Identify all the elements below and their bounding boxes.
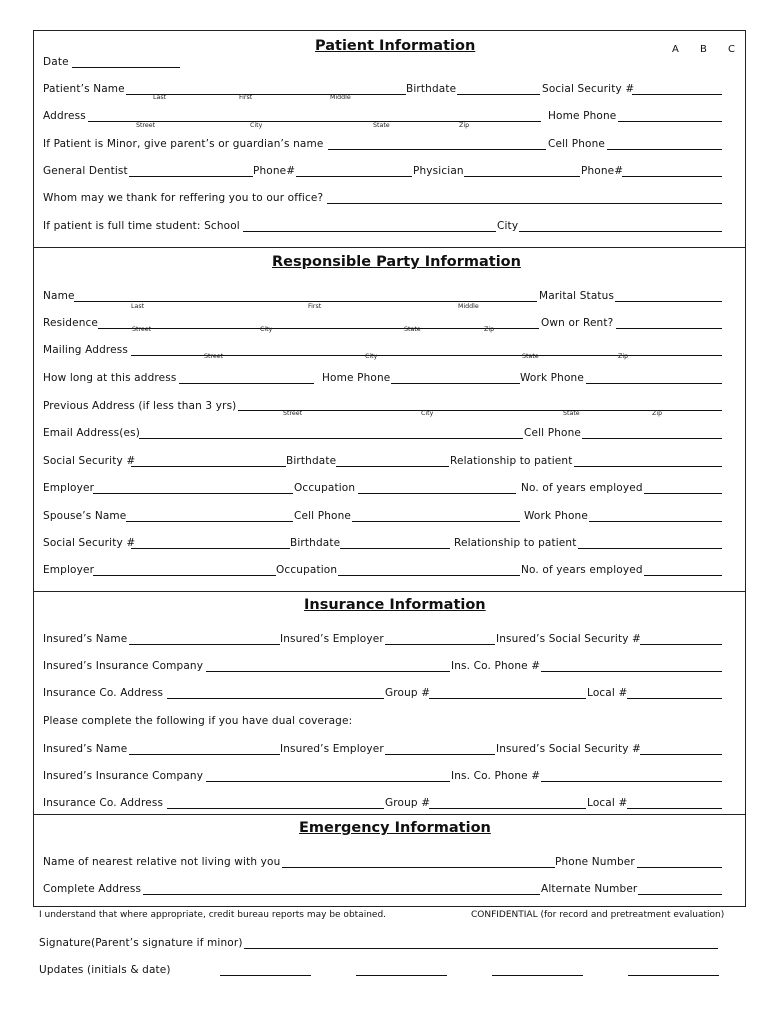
cell-phone-field[interactable] [607, 149, 722, 150]
signature-field[interactable] [244, 948, 718, 949]
email-field[interactable] [139, 438, 523, 439]
spouse-birthdate-field[interactable] [340, 548, 450, 549]
rp-years-field[interactable] [644, 493, 722, 494]
sub-middle: Middle [330, 94, 351, 101]
rp-sub-middle: Middle [458, 303, 479, 310]
res-sub-zip: Zip [484, 326, 495, 333]
rp-relationship-label: Relationship to patient [450, 455, 573, 467]
patient-name-field[interactable] [126, 94, 406, 95]
rp-employer-label: Employer [43, 482, 95, 494]
residence-field[interactable] [98, 328, 539, 329]
ins2-address-label: Insurance Co. Address [43, 797, 164, 809]
dentist-field[interactable] [129, 176, 253, 177]
insured2-employer-field[interactable] [385, 754, 495, 755]
rp-name-field[interactable] [74, 301, 537, 302]
physician-phone-field[interactable] [622, 176, 722, 177]
rp-sub-first: First [308, 303, 322, 310]
insured-name-label: Insured’s Name [43, 633, 128, 645]
local-field[interactable] [627, 698, 722, 699]
rp-relationship-field[interactable] [574, 466, 722, 467]
spouse-years-label: No. of years employed [521, 564, 643, 576]
res-sub-state: State [404, 326, 421, 333]
responsible-title: Responsible Party Information [272, 254, 521, 270]
spouse-work-label: Work Phone [524, 510, 588, 522]
update-field-2[interactable] [356, 975, 447, 976]
spouse-employer-field[interactable] [93, 575, 276, 576]
insured2-name-label: Insured’s Name [43, 743, 128, 755]
spouse-work-field[interactable] [589, 521, 722, 522]
sub-city: City [250, 122, 263, 129]
rp-birthdate-label: Birthdate [286, 455, 337, 467]
ins-co-phone-field[interactable] [541, 671, 722, 672]
insurance-title: Insurance Information [304, 597, 486, 613]
email-label: Email Address(es) [43, 427, 140, 439]
dentist-label: General Dentist [43, 165, 128, 177]
birthdate-field[interactable] [457, 94, 540, 95]
spouse-birthdate-label: Birthdate [290, 537, 341, 549]
mail-sub-city: City [365, 353, 378, 360]
how-long-label: How long at this address [43, 372, 177, 384]
rp-work-phone-field[interactable] [586, 383, 722, 384]
responsible-section [33, 247, 746, 592]
rp-employer-field[interactable] [93, 493, 293, 494]
relative-field[interactable] [282, 867, 555, 868]
address-field[interactable] [88, 121, 541, 122]
home-phone-field[interactable] [618, 121, 722, 122]
rp-cell-label: Cell Phone [524, 427, 581, 439]
prev-sub-state: State [563, 410, 580, 417]
referral-field[interactable] [327, 203, 722, 204]
ins-address-field[interactable] [167, 698, 384, 699]
relative-label: Name of nearest relative not living with you [43, 856, 281, 868]
spouse-cell-label: Cell Phone [294, 510, 351, 522]
spouse-ssn-field[interactable] [131, 548, 290, 549]
ins2-company-field[interactable] [206, 781, 450, 782]
physician-label: Physician [413, 165, 464, 177]
spouse-employer-label: Employer [43, 564, 95, 576]
spouse-relationship-field[interactable] [578, 548, 722, 549]
rp-name-label: Name [43, 290, 75, 302]
local2-label: Local # [587, 797, 628, 809]
complete-address-field[interactable] [143, 894, 540, 895]
home-phone-label: Home Phone [548, 110, 617, 122]
own-rent-field[interactable] [616, 328, 722, 329]
rp-ssn-label: Social Security # [43, 455, 136, 467]
mailing-label: Mailing Address [43, 344, 128, 356]
ins-co-phone-label: Ins. Co. Phone # [451, 660, 541, 672]
rp-cell-field[interactable] [582, 438, 722, 439]
ins-company-label: Insured’s Insurance Company [43, 660, 204, 672]
school-city-label: City [497, 220, 519, 232]
student-label: If patient is full time student: School [43, 220, 240, 232]
how-long-field[interactable] [179, 383, 314, 384]
rp-occupation-field[interactable] [358, 493, 516, 494]
alternate-field[interactable] [638, 894, 722, 895]
insured-employer-field[interactable] [385, 644, 495, 645]
local2-field[interactable] [627, 808, 722, 809]
date-label: Date [43, 56, 69, 68]
physician-phone-label: Phone# [581, 165, 624, 177]
update-field-3[interactable] [492, 975, 583, 976]
insured2-employer-label: Insured’s Employer [280, 743, 384, 755]
marital-field[interactable] [615, 301, 722, 302]
insured2-ssn-label: Insured’s Social Security # [496, 743, 642, 755]
update-field-1[interactable] [220, 975, 311, 976]
updates-label: Updates (initials & date) [39, 964, 171, 976]
rp-birthdate-field[interactable] [336, 466, 449, 467]
signature-label: Signature(Parent’s signature if minor) [39, 937, 243, 949]
mail-sub-street: Street [204, 353, 224, 360]
update-field-4[interactable] [628, 975, 719, 976]
ins-company-field[interactable] [206, 671, 450, 672]
group-label: Group # [385, 687, 431, 699]
previous-label: Previous Address (if less than 3 yrs) [43, 400, 237, 412]
birthdate-label: Birthdate [406, 83, 457, 95]
physician-field[interactable] [464, 176, 580, 177]
minor-label: If Patient is Minor, give parent’s or guardian’s name [43, 138, 324, 150]
emergency-title: Emergency Information [299, 820, 491, 836]
sub-last: Last [153, 94, 167, 101]
rp-work-phone-label: Work Phone [520, 372, 584, 384]
ssn-field[interactable] [632, 94, 722, 95]
own-rent-label: Own or Rent? [541, 317, 614, 329]
sub-zip: Zip [459, 122, 470, 129]
rp-ssn-field[interactable] [131, 466, 286, 467]
spouse-name-label: Spouse’s Name [43, 510, 127, 522]
confidential-notice: CONFIDENTIAL (for record and pretreatment evaluation) [471, 910, 725, 920]
alternate-label: Alternate Number [541, 883, 638, 895]
ins2-co-phone-field[interactable] [541, 781, 722, 782]
referral-label: Whom may we thank for reffering you to our office? [43, 192, 324, 204]
rp-home-phone-field[interactable] [391, 383, 520, 384]
res-sub-street: Street [132, 326, 152, 333]
group-field[interactable] [429, 698, 586, 699]
ins2-co-phone-label: Ins. Co. Phone # [451, 770, 541, 782]
patient-name-label: Patient’s Name [43, 83, 125, 95]
group2-field[interactable] [429, 808, 586, 809]
previous-field[interactable] [238, 410, 722, 411]
spouse-ssn-label: Social Security # [43, 537, 136, 549]
spouse-relationship-label: Relationship to patient [454, 537, 577, 549]
insured2-ssn-field[interactable] [640, 754, 722, 755]
insured2-name-field[interactable] [129, 754, 280, 755]
school-field[interactable] [243, 231, 496, 232]
spouse-name-field[interactable] [126, 521, 293, 522]
school-city-field[interactable] [519, 231, 722, 232]
address-label: Address [43, 110, 86, 122]
prev-sub-zip: Zip [652, 410, 663, 417]
cell-phone-label: Cell Phone [548, 138, 605, 150]
ins2-company-label: Insured’s Insurance Company [43, 770, 204, 782]
prev-sub-street: Street [283, 410, 303, 417]
group2-label: Group # [385, 797, 431, 809]
complete-address-label: Complete Address [43, 883, 142, 895]
dual-coverage-note: Please complete the following if you have dual coverage: [43, 715, 353, 727]
marital-label: Marital Status [539, 290, 615, 302]
local-label: Local # [587, 687, 628, 699]
sub-first: First [239, 94, 253, 101]
date-field[interactable] [72, 67, 180, 68]
abc-marker: A B C [672, 44, 745, 55]
mail-sub-zip: Zip [618, 353, 629, 360]
sub-state: State [373, 122, 390, 129]
credit-notice: I understand that where appropriate, credit bureau reports may be obtained. [39, 910, 387, 920]
insured-name-field[interactable] [129, 644, 280, 645]
residence-label: Residence [43, 317, 99, 329]
guardian-field[interactable] [328, 149, 546, 150]
res-sub-city: City [260, 326, 273, 333]
rp-occupation-label: Occupation [294, 482, 356, 494]
insured-ssn-field[interactable] [640, 644, 722, 645]
spouse-years-field[interactable] [644, 575, 722, 576]
rp-home-phone-label: Home Phone [322, 372, 391, 384]
prev-sub-city: City [421, 410, 434, 417]
spouse-occupation-field[interactable] [338, 575, 520, 576]
insured-ssn-label: Insured’s Social Security # [496, 633, 642, 645]
rp-years-label: No. of years employed [521, 482, 643, 494]
dentist-phone-label: Phone# [253, 165, 296, 177]
ins2-address-field[interactable] [167, 808, 384, 809]
rp-sub-last: Last [131, 303, 145, 310]
ssn-label: Social Security # [542, 83, 635, 95]
spouse-occupation-label: Occupation [276, 564, 338, 576]
patient-title: Patient Information [315, 38, 476, 54]
emergency-phone-label: Phone Number [555, 856, 635, 868]
insured-employer-label: Insured’s Employer [280, 633, 384, 645]
dentist-phone-field[interactable] [296, 176, 412, 177]
sub-street: Street [136, 122, 156, 129]
spouse-cell-field[interactable] [352, 521, 520, 522]
ins-address-label: Insurance Co. Address [43, 687, 164, 699]
emergency-phone-field[interactable] [637, 867, 722, 868]
mail-sub-state: State [522, 353, 539, 360]
